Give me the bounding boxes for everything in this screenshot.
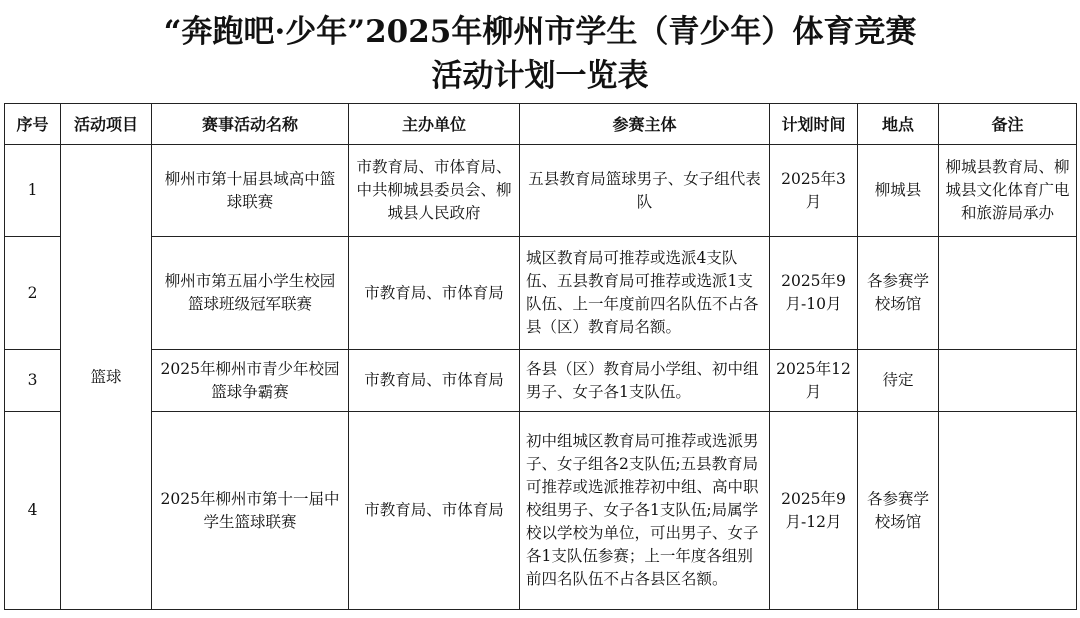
cell-organizer: 市教育局、市体育局	[349, 350, 520, 412]
header-no: 序号	[5, 104, 61, 145]
cell-event-name: 2025年柳州市第十一届中学生篮球联赛	[152, 412, 349, 610]
cell-remark	[939, 237, 1077, 350]
cell-participants: 各县（区）教育局小学组、初中组男子、女子各1支队伍。	[520, 350, 770, 412]
cell-venue: 各参赛学校场馆	[858, 412, 939, 610]
cell-venue: 待定	[858, 350, 939, 412]
table-row	[5, 412, 1077, 610]
table-header-row	[5, 104, 1077, 145]
cell-time: 2025年3月	[770, 145, 858, 237]
table-row	[5, 350, 1077, 412]
header-category: 活动项目	[61, 104, 152, 145]
header-remark: 备注	[939, 104, 1077, 145]
cell-organizer: 市教育局、市体育局	[349, 237, 520, 350]
cell-remark	[939, 412, 1077, 610]
cell-event-name: 柳州市第五届小学生校园篮球班级冠军联赛	[152, 237, 349, 350]
table-row	[5, 237, 1077, 350]
cell-remark: 柳城县教育局、柳城县文化体育广电和旅游局承办	[939, 145, 1077, 237]
cell-time: 2025年9月-10月	[770, 237, 858, 350]
cell-organizer: 市教育局、市体育局、中共柳城县委员会、柳城县人民政府	[349, 145, 520, 237]
header-organizer: 主办单位	[349, 104, 520, 145]
cell-event-name: 柳州市第十届县域高中篮球联赛	[152, 145, 349, 237]
cell-no: 4	[5, 412, 61, 610]
cell-venue: 柳城县	[858, 145, 939, 237]
cell-no: 3	[5, 350, 61, 412]
header-venue: 地点	[858, 104, 939, 145]
document-title-line1: “奔跑吧·少年”2025年柳州市学生（青少年）体育竞赛	[163, 14, 917, 50]
cell-category: 篮球	[61, 145, 152, 610]
cell-participants: 城区教育局可推荐或选派4支队伍、五县教育局可推荐或选派1支队伍、上一年度前四名队伍不占各县（区）教育局名额。	[520, 237, 770, 350]
cell-event-name: 2025年柳州市青少年校园篮球争霸赛	[152, 350, 349, 412]
cell-time: 2025年12月	[770, 350, 858, 412]
activity-plan-table	[4, 103, 1077, 610]
cell-participants: 初中组城区教育局可推荐或选派男子、女子组各2支队伍;五县教育局可推荐或选派推荐初中组、高中职校组男子、女子各1支队伍;局属学校以学校为单位，可出男子、女子各1支队伍参赛；上一年度各组别前四名队伍不占各县区名额。	[520, 412, 770, 610]
header-participants: 参赛主体	[520, 104, 770, 145]
cell-venue: 各参赛学校场馆	[858, 237, 939, 350]
cell-time: 2025年9月-12月	[770, 412, 858, 610]
cell-remark	[939, 350, 1077, 412]
cell-organizer: 市教育局、市体育局	[349, 412, 520, 610]
cell-no: 2	[5, 237, 61, 350]
cell-participants: 五县教育局篮球男子、女子组代表队	[520, 145, 770, 237]
header-event-name: 赛事活动名称	[152, 104, 349, 145]
header-time: 计划时间	[770, 104, 858, 145]
table-row	[5, 145, 1077, 237]
document-title-line2: 活动计划一览表	[431, 58, 649, 94]
cell-no: 1	[5, 145, 61, 237]
